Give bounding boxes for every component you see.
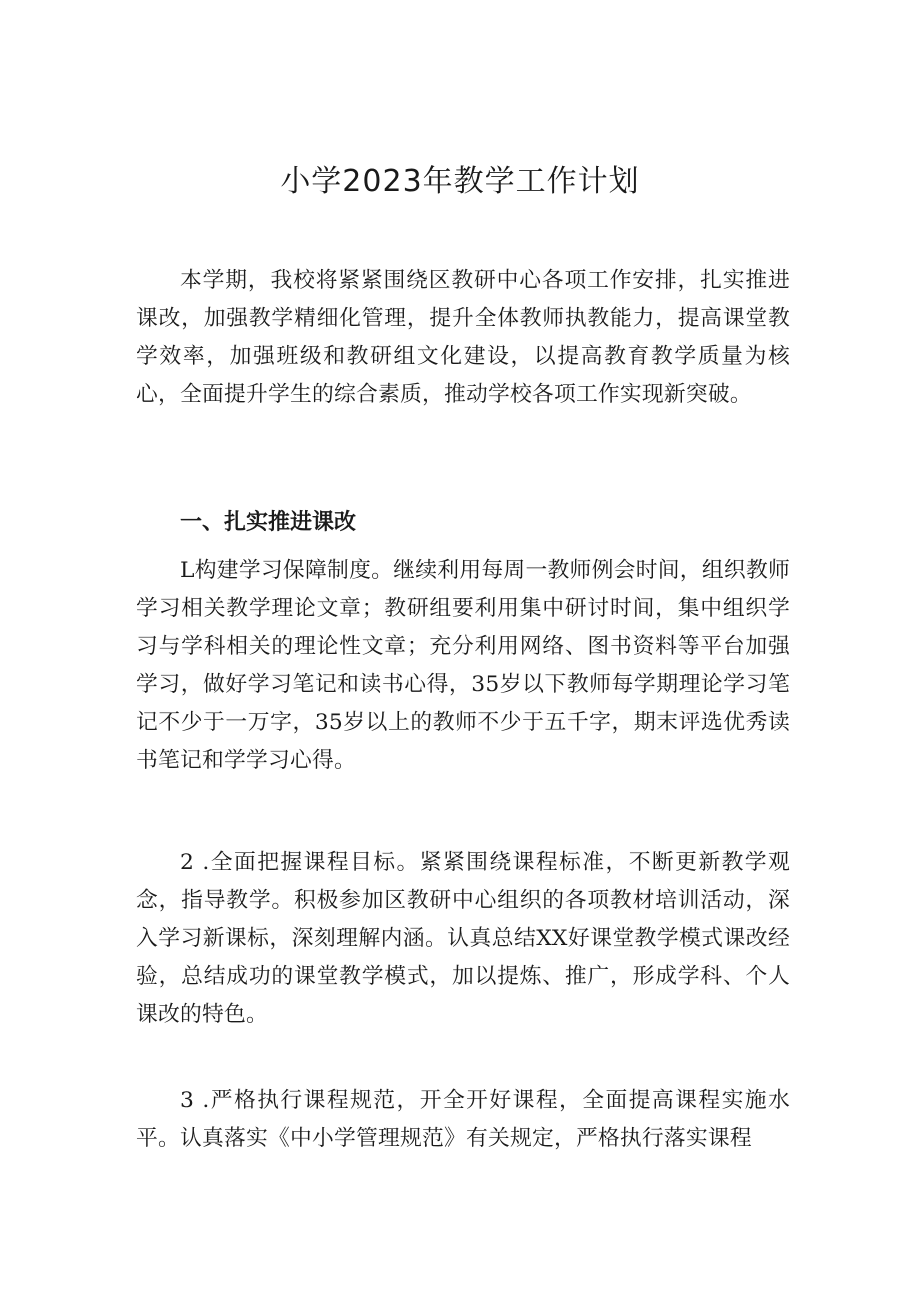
document-title: 小学2023年教学工作计划 — [280, 164, 640, 199]
item-2-paragraph: 2 .全面把握课程目标。紧紧围绕课程标准，不断更新教学观念，指导教学。积极参加区教研中心组织的各项教材培训活动，深入学习新课标，深刻理解内涵。认真总结XX好课堂教学模式课改经验，总结成功的课堂教学模式，加以提炼、推广，形成学科、个人课改的特色。 — [136, 850, 790, 1028]
intro-paragraph: 本学期，我校将紧紧围绕区教研中心各项工作安排，扎实推进课改，加强教学精细化管理，提升全体教师执教能力，提高课堂教学效率，加强班级和教研组文化建设，以提高教育教学质量为核心，全面提升学生的综合素质，推动学校各项工作实现新突破。 — [136, 268, 790, 408]
item-1-paragraph: L构建学习保障制度。继续利用每周一教师例会时间，组织教师学习相关教学理论文章；教研组要利用集中研讨时间，集中组织学习与学科相关的理论性文章；充分利用网络、图书资料等平台加强学习，做好学习笔记和读书心得，35岁以下教师每学期理论学习笔记不少于一万字，35岁以上的教师不少于五千字，期末评选优秀读书笔记和学学习心得。 — [136, 558, 790, 774]
item-3-paragraph: 3 .严格执行课程规范，开全开好课程，全面提高课程实施水平。认真落实《中小学管理规范》有关规定，严格执行落实课程 — [136, 1088, 790, 1152]
section-heading: 一、扎实推进课改 — [180, 510, 357, 535]
